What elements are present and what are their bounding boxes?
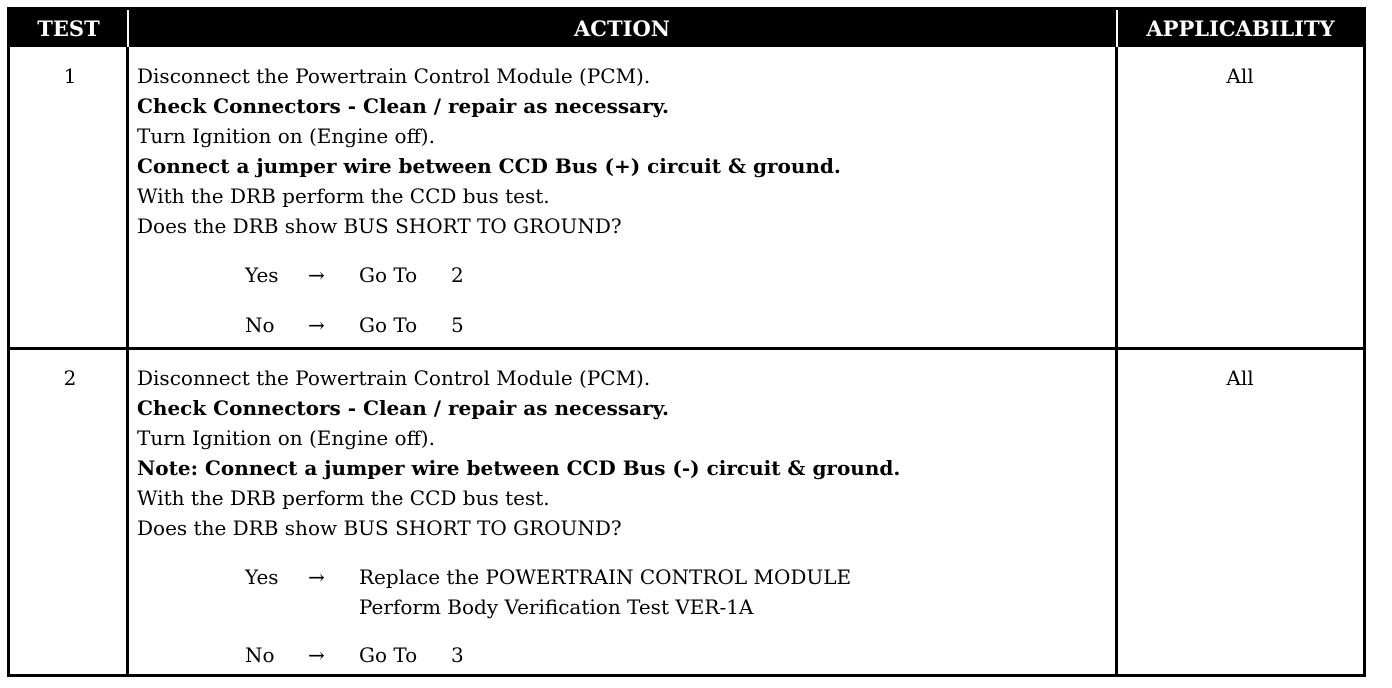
decision-option xyxy=(245,310,845,340)
applicability-value: All xyxy=(1226,64,1254,88)
decision-option xyxy=(245,562,1045,622)
action-step: Disconnect the Powertrain Control Module (PCM). xyxy=(137,64,651,88)
test-number: 2 xyxy=(63,366,77,390)
option-answer: Yes xyxy=(245,565,279,589)
action-step: Does the DRB show BUS SHORT TO GROUND? xyxy=(137,516,622,540)
action-step: Turn Ignition on (Engine off). xyxy=(137,426,435,450)
action-step: Disconnect the Powertrain Control Module (PCM). xyxy=(137,366,651,390)
arrow-icon: → xyxy=(308,313,325,337)
option-target: 3 xyxy=(451,643,464,667)
action-step: Does the DRB show BUS SHORT TO GROUND? xyxy=(137,214,622,238)
header-test: TEST xyxy=(37,16,100,41)
action-step: Connect a jumper wire between CCD Bus (+) circuit & ground. xyxy=(137,154,841,178)
action-steps xyxy=(137,363,900,543)
arrow-icon: → xyxy=(308,565,325,589)
action-step: Turn Ignition on (Engine off). xyxy=(137,124,435,148)
header-action: ACTION xyxy=(574,16,670,41)
diagnostic-table xyxy=(7,7,1366,677)
action-steps xyxy=(137,61,841,241)
action-step: Note: Connect a jumper wire between CCD Bus (-) circuit & ground. xyxy=(137,456,901,480)
option-result-detail: Perform Body Verification Test VER-1A xyxy=(359,595,754,619)
test-number: 1 xyxy=(63,64,77,88)
option-result: Go To xyxy=(359,263,418,287)
applicability-value: All xyxy=(1226,366,1254,390)
option-result: Go To xyxy=(359,643,418,667)
arrow-icon: → xyxy=(308,643,325,667)
action-step: With the DRB perform the CCD bus test. xyxy=(137,184,550,208)
action-step: Check Connectors - Clean / repair as necessary. xyxy=(137,396,669,420)
row-divider xyxy=(10,347,1363,350)
column-divider xyxy=(126,47,129,677)
action-step: Check Connectors - Clean / repair as necessary. xyxy=(137,94,669,118)
action-step: With the DRB perform the CCD bus test. xyxy=(137,486,550,510)
table-header xyxy=(10,10,1363,47)
option-answer: No xyxy=(245,313,275,337)
decision-option xyxy=(245,640,845,670)
decision-option xyxy=(245,260,845,290)
option-result: Replace the POWERTRAIN CONTROL MODULE xyxy=(359,565,852,589)
column-divider xyxy=(1115,47,1118,677)
option-answer: No xyxy=(245,643,275,667)
arrow-icon: → xyxy=(308,263,325,287)
option-answer: Yes xyxy=(245,263,279,287)
option-target: 2 xyxy=(451,263,464,287)
option-result: Go To xyxy=(359,313,418,337)
option-target: 5 xyxy=(451,313,464,337)
header-applicability: APPLICABILITY xyxy=(1146,16,1335,41)
